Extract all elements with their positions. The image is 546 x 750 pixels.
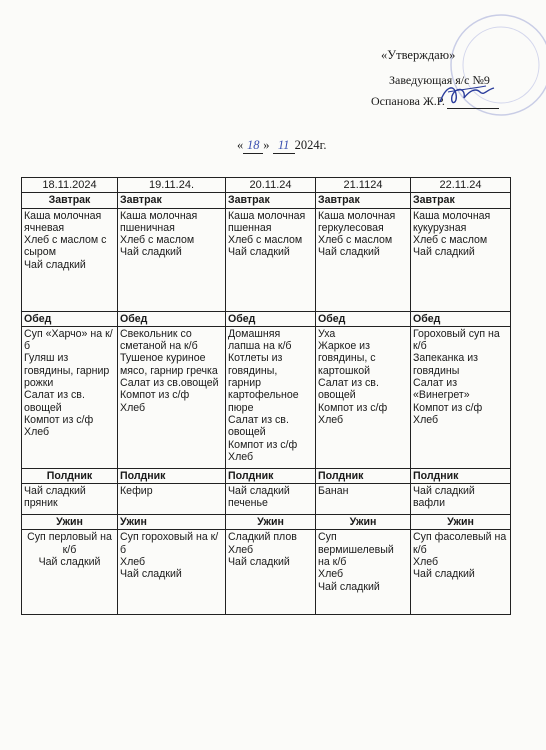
dinner-cell	[226, 530, 316, 615]
menu-item: Чай сладкий пряник	[24, 485, 86, 510]
snack-cell	[22, 484, 118, 515]
signature	[436, 80, 498, 110]
breakfast-label: Завтрак	[411, 193, 511, 208]
date-year: 2024г.	[294, 138, 327, 152]
menu-item: Салат из св. овощей	[318, 377, 379, 402]
menu-item: Гороховый суп на к/б	[413, 327, 500, 353]
date-month: 11	[273, 138, 295, 154]
snack-label-row	[22, 468, 511, 483]
menu-item: Гуляш из говядины, гарнир рожки	[24, 352, 110, 390]
menu-item: Суп фасолевый на к/б	[413, 531, 507, 556]
dinner-cell	[411, 530, 511, 615]
menu-item: Каша молочная ячневая	[24, 209, 102, 234]
menu-item: Салат из св. овощей	[228, 413, 289, 439]
breakfast-label: Завтрак	[316, 193, 411, 208]
menu-item: Хлеб	[413, 413, 439, 426]
lunch-row	[22, 326, 511, 468]
approval-date	[237, 138, 326, 154]
menu-item: Уха	[318, 327, 336, 340]
menu-item: Жаркое из говядины, с картошкой	[318, 340, 376, 377]
snack-label: Полдник	[411, 468, 511, 483]
head-name: Оспанова Ж.Р.	[371, 94, 445, 108]
breakfast-label: Завтрак	[118, 193, 226, 208]
menu-item: Каша молочная пшеничная	[120, 209, 198, 234]
dinner-label: Ужин	[411, 515, 511, 530]
snack-label: Полдник	[226, 468, 316, 483]
lunch-cell	[226, 326, 316, 468]
menu-item: Тушеное куриное мясо, гарнир гречка	[120, 352, 218, 377]
dinner-label: Ужин	[22, 515, 118, 530]
menu-item: Чай сладкий	[413, 246, 475, 259]
date-close-quote: »	[263, 138, 270, 152]
lunch-cell	[22, 326, 118, 468]
menu-item: Кефир	[120, 485, 153, 498]
snack-label: Полдник	[22, 468, 118, 483]
menu-item: Чай сладкий	[120, 246, 182, 259]
menu-item: Хлеб	[318, 413, 344, 426]
menu-item: Свекольник со сметаной на к/б	[120, 327, 198, 353]
lunch-label: Обед	[118, 311, 226, 326]
menu-item: Чай сладкий	[228, 246, 290, 259]
date-open-quote: «	[237, 138, 244, 152]
day-date: 22.11.24	[411, 178, 511, 193]
dinner-label-row	[22, 515, 511, 530]
menu-item: Хлеб	[318, 568, 344, 581]
menu-item: Домашняя лапша на к/б	[228, 327, 292, 353]
snack-label: Полдник	[316, 468, 411, 483]
breakfast-cell	[118, 208, 226, 311]
menu-item: Хлеб	[120, 556, 146, 569]
day-date: 19.11.24.	[118, 178, 226, 193]
breakfast-cell	[411, 208, 511, 311]
dinner-cell	[118, 530, 226, 615]
dinner-cell	[22, 530, 118, 615]
menu-item: Запеканка из говядины	[413, 352, 479, 377]
menu-item: Компот из с/ф	[318, 401, 388, 414]
menu-item: Чай сладкий	[24, 258, 86, 271]
snack-cell	[118, 484, 226, 515]
day-date: 20.11.24	[226, 178, 316, 193]
menu-item: Хлеб	[120, 401, 146, 414]
lunch-cell	[118, 326, 226, 468]
snack-cell	[411, 484, 511, 515]
menu-item: Каша молочная кукурузная	[413, 209, 491, 234]
menu-item: Компот из с/ф	[120, 389, 190, 402]
menu-item: Хлеб с маслом	[228, 234, 303, 247]
lunch-label: Обед	[316, 311, 411, 326]
menu-item: Суп перловый на к/б	[27, 531, 112, 556]
menu-item: Компот из с/ф	[413, 401, 483, 414]
menu-item: Салат из «Винегрет»	[413, 377, 470, 402]
lunch-label-row	[22, 311, 511, 326]
weekly-menu-table	[21, 177, 511, 615]
breakfast-label: Завтрак	[226, 193, 316, 208]
menu-item: Банан	[318, 485, 349, 498]
breakfast-cell	[316, 208, 411, 311]
menu-item: Чай сладкий	[120, 568, 182, 581]
menu-item: Компот из с/ф	[228, 438, 298, 451]
lunch-label: Обед	[226, 311, 316, 326]
menu-item: Компот из с/ф	[24, 413, 94, 426]
lunch-cell	[411, 326, 511, 468]
menu-item: Салат из св.овощей	[120, 377, 219, 390]
menu-item: Хлеб	[228, 543, 254, 556]
menu-item: Хлеб	[24, 426, 50, 439]
menu-item: Чай сладкий вафли	[413, 485, 475, 510]
snack-cell	[226, 484, 316, 515]
menu-item: Чай сладкий печенье	[228, 485, 290, 510]
breakfast-cell	[226, 208, 316, 311]
snack-label: Полдник	[118, 468, 226, 483]
breakfast-cell	[22, 208, 118, 311]
menu-item: Хлеб	[228, 450, 254, 463]
menu-item: Чай сладкий	[38, 556, 101, 569]
day-date: 21.1124	[316, 178, 411, 193]
dinner-label: Ужин	[316, 515, 411, 530]
menu-item: Чай сладкий	[318, 246, 380, 259]
approval-title: «Утверждаю»	[381, 48, 456, 62]
dinner-label: Ужин	[226, 515, 316, 530]
breakfast-label: Завтрак	[22, 193, 118, 208]
menu-item: Чай сладкий	[228, 556, 290, 569]
lunch-label: Обед	[411, 311, 511, 326]
menu-item: Хлеб с маслом	[318, 234, 393, 247]
menu-item: Хлеб с маслом	[120, 234, 195, 247]
breakfast-label-row	[22, 193, 511, 208]
day-date: 18.11.2024	[22, 178, 118, 193]
menu-item: Каша молочная геркулесовая	[318, 209, 396, 234]
lunch-label: Обед	[22, 311, 118, 326]
menu-item: Хлеб	[413, 556, 439, 569]
menu-item: Чай сладкий	[318, 580, 380, 593]
dinner-cell	[316, 530, 411, 615]
date-day: 18	[243, 138, 263, 154]
dinner-row	[22, 530, 511, 615]
dinner-label: Ужин	[118, 515, 226, 530]
snack-row	[22, 484, 511, 515]
menu-item: Котлеты из говядины, гарнир картофельное пюре	[228, 352, 299, 414]
menu-item: Хлеб с маслом с сыром	[24, 234, 107, 259]
menu-item: Чай сладкий	[413, 568, 475, 581]
menu-item: Суп гороховый на к/б	[120, 531, 219, 556]
menu-item: Каша молочная пшенная	[228, 209, 306, 234]
date-row	[22, 178, 511, 193]
menu-item: Салат из св. овощей	[24, 389, 85, 414]
menu-item: Сладкий плов	[228, 531, 297, 544]
menu-item: Суп «Харчо» на к/б	[24, 327, 113, 353]
menu-item: Суп вермишелевый на к/б	[318, 531, 394, 569]
breakfast-row	[22, 208, 511, 311]
snack-cell	[316, 484, 411, 515]
head-title: Заведующая я/с №9	[389, 73, 490, 87]
menu-item: Хлеб с маслом	[413, 234, 488, 247]
lunch-cell	[316, 326, 411, 468]
